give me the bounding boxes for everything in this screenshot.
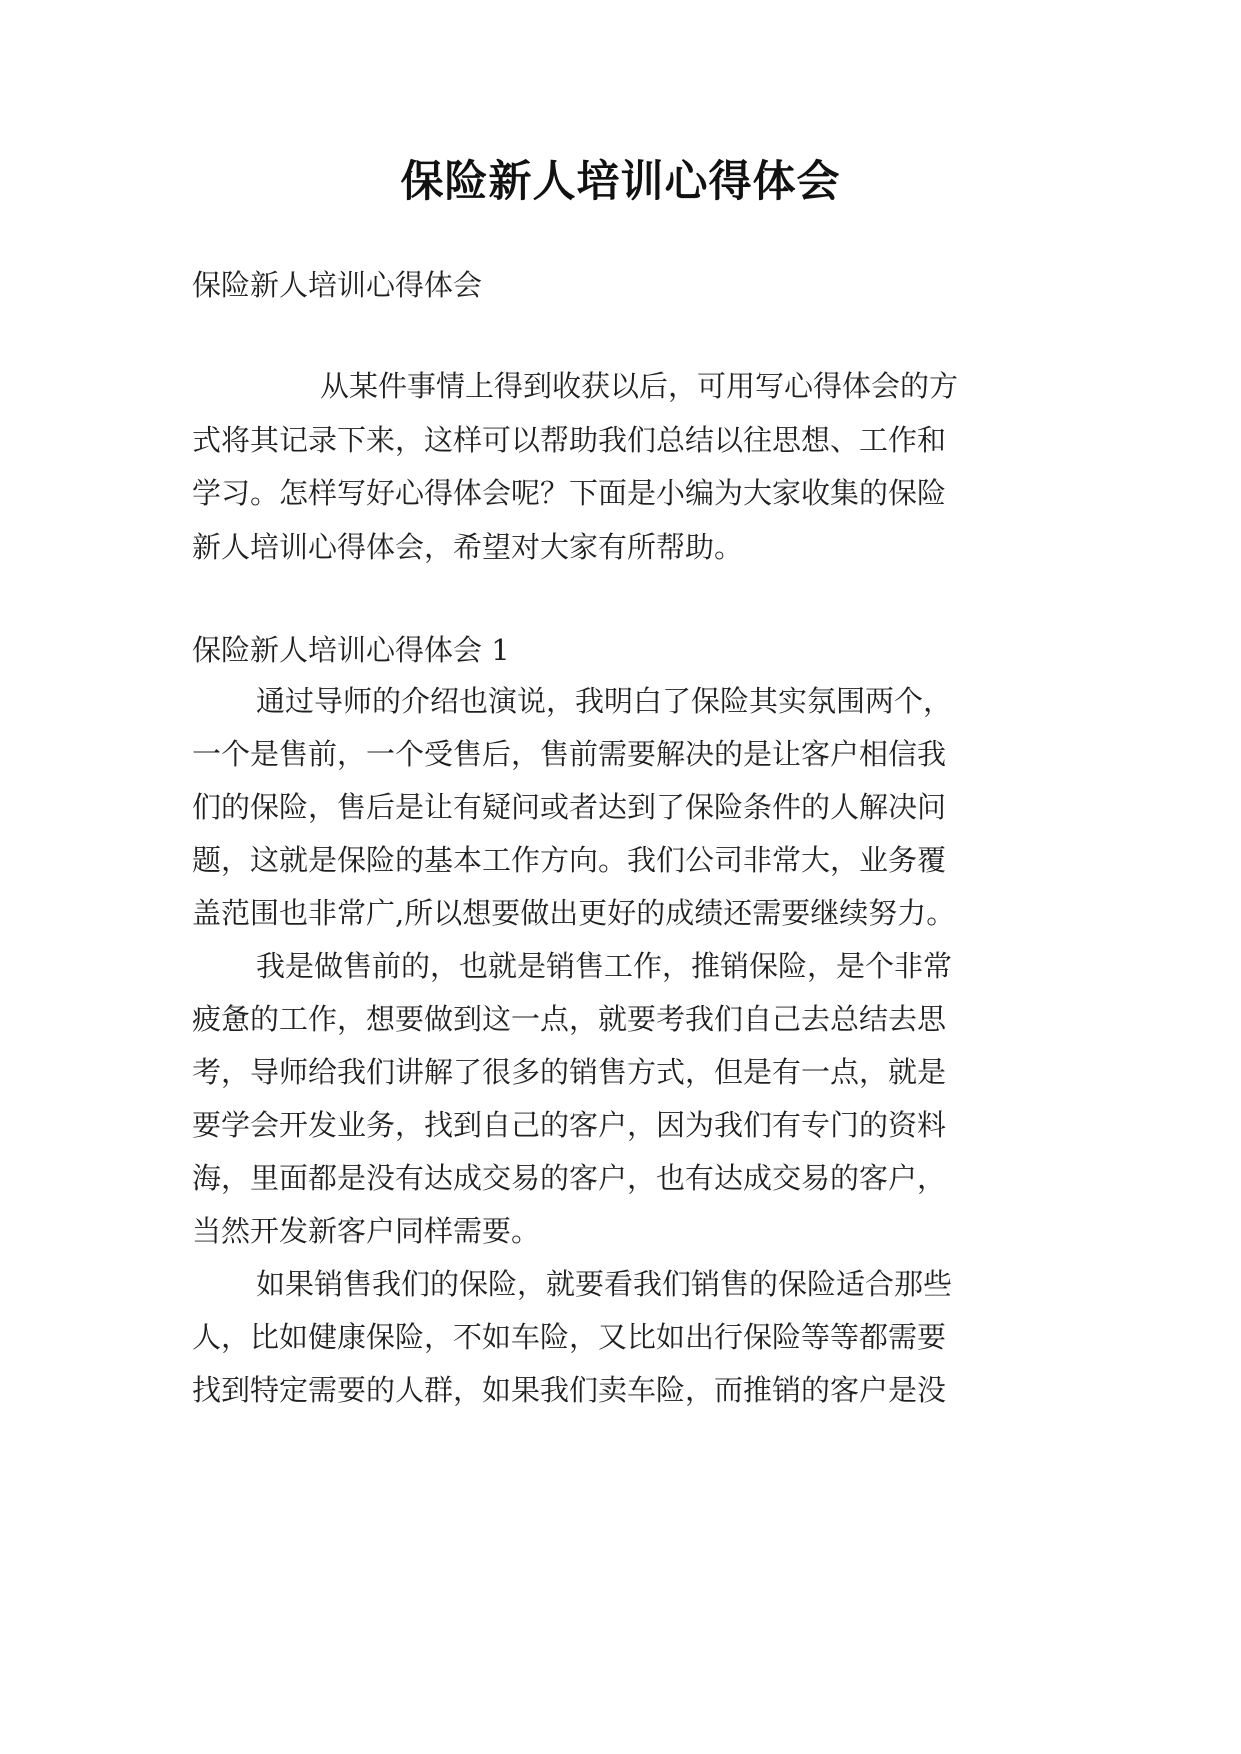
section-heading: 保险新人培训心得体会 1 (192, 633, 510, 667)
paragraph-1-line: 一个是售前，一个受售后，售前需要解决的是让客户相信我 (192, 737, 947, 771)
intro-line: 从某件事情上得到收获以后，可用写心得体会的方 (320, 369, 959, 403)
intro-line: 学习。怎样写好心得体会呢？下面是小编为大家收集的保险 (192, 476, 947, 510)
document-title: 保险新人培训心得体会 (400, 157, 841, 207)
intro-line: 式将其记录下来，这样可以帮助我们总结以往思想、工作和 (192, 423, 947, 457)
paragraph-2-line: 疲惫的工作，想要做到这一点，就要考我们自己去总结去思 (192, 1002, 947, 1036)
paragraph-3-line: 找到特定需要的人群，如果我们卖车险，而推销的客户是没 (192, 1373, 947, 1407)
paragraph-3-line: 人，比如健康保险，不如车险，又比如出行保险等等都需要 (192, 1320, 947, 1354)
paragraph-2-line: 考，导师给我们讲解了很多的销售方式，但是有一点，就是 (192, 1055, 947, 1089)
paragraph-1-line: 们的保险，售后是让有疑问或者达到了保险条件的人解决问 (192, 790, 947, 824)
paragraph-2-line: 海，里面都是没有达成交易的客户，也有达成交易的客户， (192, 1161, 947, 1195)
paragraph-1-line: 题，这就是保险的基本工作方向。我们公司非常大，业务覆 (192, 843, 947, 877)
paragraph-1-line: 通过导师的介绍也演说，我明白了保险其实氛围两个， (256, 684, 953, 718)
paragraph-2-line: 当然开发新客户同样需要。 (192, 1214, 541, 1248)
intro-line: 新人培训心得体会，希望对大家有所帮助。 (192, 530, 744, 564)
paragraph-1-line: 盖范围也非常广,所以想要做出更好的成绩还需要继续努力。 (192, 896, 956, 930)
paragraph-2-line: 我是做售前的，也就是销售工作，推销保险，是个非常 (256, 949, 953, 983)
paragraph-3-line: 如果销售我们的保险，就要看我们销售的保险适合那些 (256, 1267, 953, 1301)
paragraph-2-line: 要学会开发业务，找到自己的客户，因为我们有专门的资料 (192, 1108, 947, 1142)
document-subtitle: 保险新人培训心得体会 (192, 268, 483, 302)
